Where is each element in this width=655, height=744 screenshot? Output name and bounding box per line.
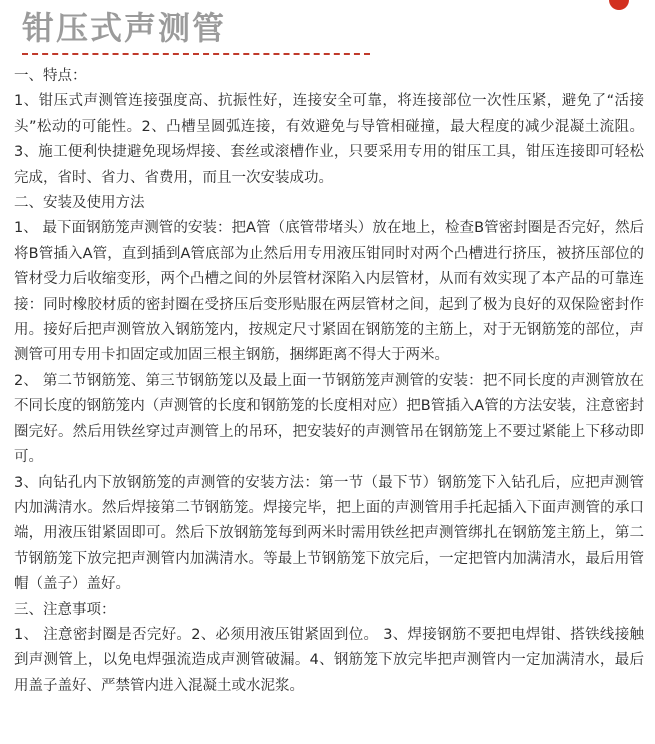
section-heading-features: 一、特点： xyxy=(14,68,87,84)
precautions-paragraph: 1、 注意密封圈是否完好。2、必须用液压钳紧固到位。 3、焊接钢筋不要把电焊钳、搭铁线接触到声测管上，以免电焊强流造成声测管破漏。4、钢筋笼下放完毕把声测管内一定加满清水，最后用盖子盖好、严禁管内进入混凝土或水泥浆。 xyxy=(14,626,644,694)
title-dashed-underline xyxy=(22,53,370,55)
installation-step-3: 3、向钻孔内下放钢筋笼的声测管的安装方法：第一节（最下节）钢筋笼下入钻孔后，应把声测管内加满清水。然后焊接第二节钢筋笼。焊接完毕，把上面的声测管用手托起插入下面声测管的承口端，用液压钳紧固即可。然后下放钢筋笼每到两米时需用铁丝把声测管绑扎在钢筋笼主筋上，第二节钢筋笼下放完把声测管内加满清水。等最上节钢筋笼下放完后，一定把管内加满清水，最后用管帽（盖子）盖好。 xyxy=(14,474,644,593)
section-heading-precautions: 三、注意事项： xyxy=(14,601,116,618)
red-accent-dot xyxy=(609,0,629,10)
section-heading-installation: 二、安装及使用方法 xyxy=(14,195,145,212)
installation-step-2: 2、 第二节钢筋笼、第三节钢筋笼以及最上面一节钢筋笼声测管的安装：把不同长度的声测管放在不同长度的钢筋笼内（声测管的长度和钢筋笼的长度相对应）把B管插入A管的方法安装，注意密封圈完好。然后用铁丝穿过声测管上的吊环，把安装好的声测管吊在钢筋笼上不要过紧能上下移动即可。 xyxy=(14,372,644,466)
page-title: 钳压式声测管 xyxy=(22,9,227,47)
document-body xyxy=(14,64,644,699)
features-paragraph: 1、钳压式声测管连接强度高、抗振性好，连接安全可靠，将连接部位一次性压紧，避免了“活接头”松动的可能性。2、凸槽呈圆弧连接，有效避免与导管相碰撞，最大程度的减少混凝土流阻。3、施工便利快捷避免现场焊接、套丝或滚槽作业，只要采用专用的钳压工具，钳压连接即可轻松完成，省时、省力、省费用，而且一次安装成功。 xyxy=(14,93,644,186)
installation-step-1: 1、 最下面钢筋笼声测管的安装：把A管（底管带堵头）放在地上，检查B管密封圈是否完好，然后将B管插入A管，直到插到A管底部为止然后用专用液压钳同时对两个凸槽进行挤压，被挤压部位的管材受力后收缩变形，两个凸槽之间的外层管材深陷入内层管材，从而有效实现了本产品的可靠连接：同时橡胶材质的密封圈在受挤压后变形贴服在两层管材之间，起到了极为良好的双保险密封作用。接好后把声测管放入钢筋笼内，按规定尺寸紧固在钢筋笼的主筋上，对于无钢筋笼的部位，声测管可用专用卡扣固定或加固三根主钢筋，捆绑距离不得大于两米。 xyxy=(14,220,644,364)
